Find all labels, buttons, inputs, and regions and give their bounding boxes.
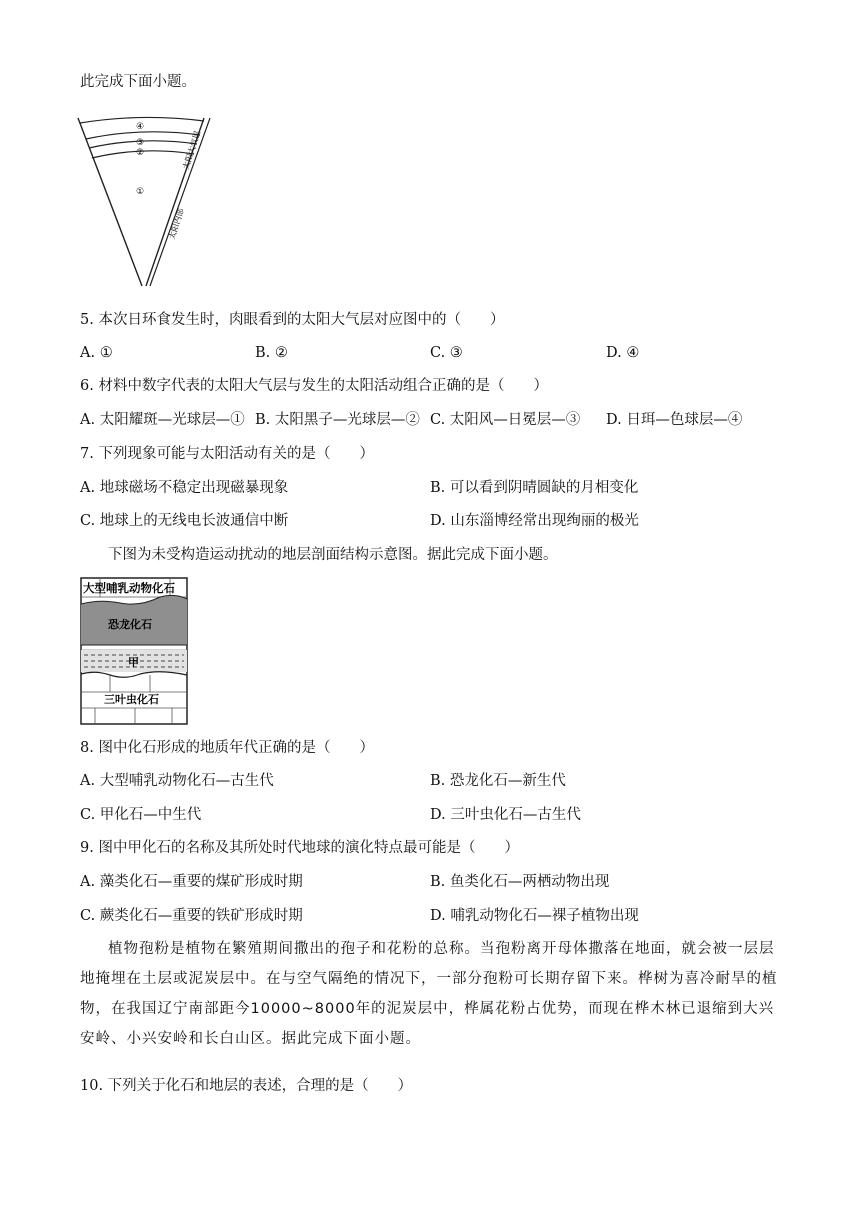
side-label-atmosphere: 太阳大气层 bbox=[181, 129, 203, 171]
sun-structure-figure bbox=[76, 112, 216, 292]
intro-tail: 此完成下面小题。 bbox=[80, 74, 196, 90]
q10-stem: 10. 下列关于化石和地层的表述，合理的是（ ） bbox=[80, 1078, 413, 1094]
q9-option-a[interactable]: A. 藻类化石—重要的煤矿形成时期 bbox=[80, 874, 303, 890]
q5-option-a[interactable]: A. ① bbox=[80, 345, 113, 361]
layer-label-3: ③ bbox=[136, 138, 145, 148]
layer-label-4: ④ bbox=[136, 122, 145, 132]
q7-option-b[interactable]: B. 可以看到阴晴圆缺的月相变化 bbox=[430, 480, 639, 496]
layer-label-2: ② bbox=[136, 148, 145, 158]
q6-option-d[interactable]: D. 日珥—色球层—④ bbox=[606, 412, 743, 428]
q8-option-b[interactable]: B. 恐龙化石—新生代 bbox=[430, 773, 566, 789]
strata-label-dinosaur: 恐龙化石 bbox=[108, 618, 152, 631]
q5-stem: 5. 本次日环食发生时，肉眼看到的太阳大气层对应图中的（ ） bbox=[80, 312, 505, 328]
q8-stem: 8. 图中化石形成的地质年代正确的是（ ） bbox=[80, 740, 374, 756]
q9-stem: 9. 图中甲化石的名称及其所处时代地球的演化特点最可能是（ ） bbox=[80, 840, 519, 856]
layer-label-1: ① bbox=[136, 187, 145, 197]
strata-figure bbox=[80, 577, 190, 727]
q6-option-a[interactable]: A. 太阳耀斑—光球层—① bbox=[80, 412, 245, 428]
q5-option-c[interactable]: C. ③ bbox=[430, 345, 463, 361]
strata-label-jia: 甲 bbox=[128, 656, 139, 669]
q7-option-d[interactable]: D. 山东淄博经常出现绚丽的极光 bbox=[430, 513, 639, 529]
q7-stem: 7. 下列现象可能与太阳活动有关的是（ ） bbox=[80, 446, 374, 462]
q8-option-a[interactable]: A. 大型哺乳动物化石—古生代 bbox=[80, 773, 274, 789]
q5-option-d[interactable]: D. ④ bbox=[606, 345, 640, 361]
q8-option-c[interactable]: C. 甲化石—中生代 bbox=[80, 807, 202, 823]
strata-intro: 下图为未受构造运动扰动的地层剖面结构示意图。据此完成下面小题。 bbox=[108, 547, 558, 563]
strata-label-mammal: 大型哺乳动物化石 bbox=[83, 581, 175, 595]
q9-option-c[interactable]: C. 蕨类化石—重要的铁矿形成时期 bbox=[80, 908, 303, 924]
q7-option-c[interactable]: C. 地球上的无线电长波通信中断 bbox=[80, 513, 289, 529]
side-label-interior: 太阳内部 bbox=[167, 207, 186, 241]
q6-stem: 6. 材料中数字代表的太阳大气层与发生的太阳活动组合正确的是（ ） bbox=[80, 378, 548, 394]
q6-option-b[interactable]: B. 太阳黑子—光球层—② bbox=[255, 412, 420, 428]
q5-option-b[interactable]: B. ② bbox=[255, 345, 288, 361]
q8-option-d[interactable]: D. 三叶虫化石—古生代 bbox=[430, 807, 581, 823]
strata-label-trilobite: 三叶虫化石 bbox=[104, 693, 159, 706]
q7-option-a[interactable]: A. 地球磁场不稳定出现磁暴现象 bbox=[80, 480, 289, 496]
q6-option-c[interactable]: C. 太阳风—日冕层—③ bbox=[430, 412, 581, 428]
q9-option-b[interactable]: B. 鱼类化石—两栖动物出现 bbox=[430, 874, 610, 890]
q9-option-d[interactable]: D. 哺乳动物化石—裸子植物出现 bbox=[430, 908, 639, 924]
pollen-passage: 植物孢粉是植物在繁殖期间撒出的孢子和花粉的总称。当孢粉离开母体撒落在地面，就会被一层层地掩埋在土层或泥炭层中。在与空气隔绝的情况下，一部分孢粉可长期存留下来。桦树为喜冷耐旱的植物，在我国辽宁南部距今10000~8000年的泥炭层中，桦属花粉占优势，而现在桦木林已退缩到大兴安岭、小兴安岭和长白山区。据此完成下面小题。 bbox=[80, 941, 778, 1047]
